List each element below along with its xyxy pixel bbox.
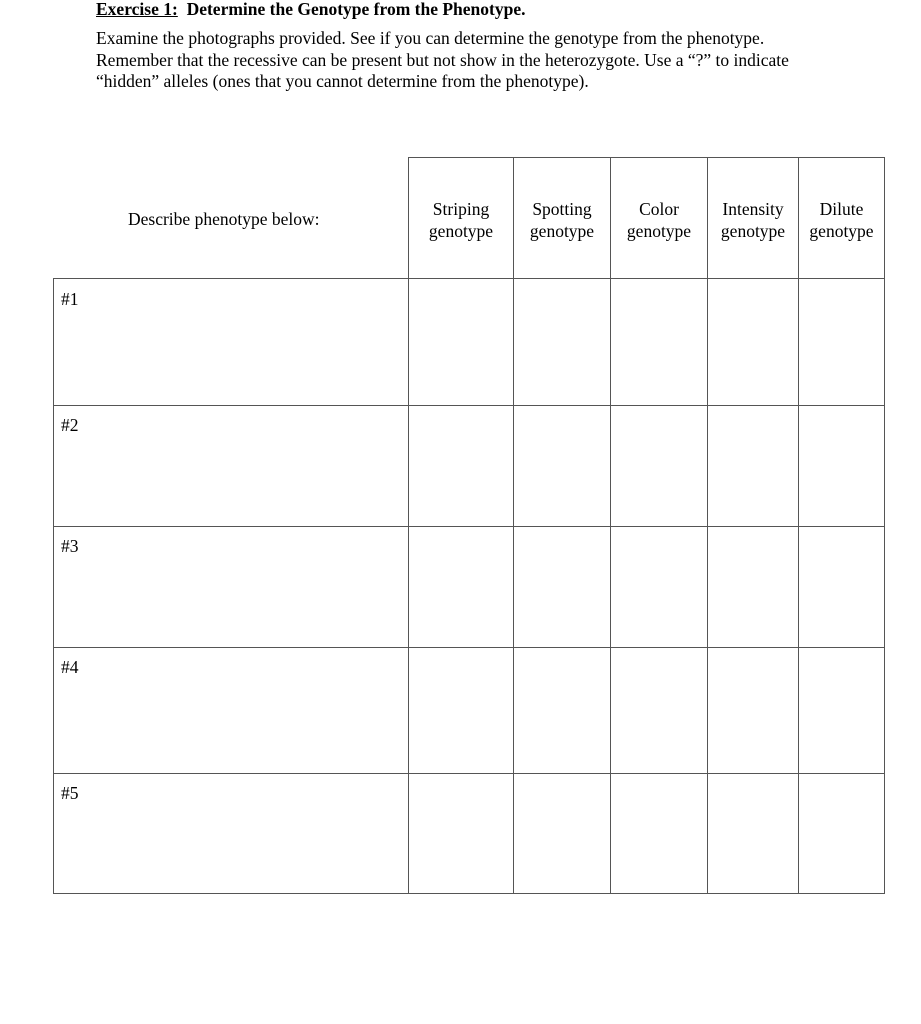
row-5-phenotype-cell[interactable] [54, 774, 408, 893]
describe-phenotype-header: Describe phenotype below: [128, 209, 320, 229]
table-top-border [408, 157, 885, 158]
row-label-5: #5 [61, 783, 79, 803]
exercise-title: Determine the Genotype from the Phenotype. [186, 0, 526, 19]
dilute-genotype-header [799, 198, 884, 242]
instructions-line-3: “hidden” alleles (ones that you cannot determine from the phenotype). [96, 71, 589, 91]
striping-header-line-1: Striping [432, 199, 490, 219]
spotting-header-line-1: Spotting [532, 199, 592, 219]
row-2-phenotype-cell[interactable] [54, 406, 408, 526]
table-bottom-border [53, 893, 885, 894]
exercise-label: Exercise 1: [96, 0, 178, 19]
spotting-genotype-header [514, 198, 610, 242]
striping-column-border [513, 157, 514, 894]
row-label-3: #3 [61, 536, 79, 556]
row-3-phenotype-cell[interactable] [54, 527, 408, 647]
intensity-header-line-2: genotype [720, 221, 786, 241]
striping-genotype-header [409, 198, 513, 242]
dilute-header-line-2: genotype [809, 221, 874, 241]
intensity-genotype-header [708, 198, 798, 242]
intensity-header-line-1: Intensity [722, 199, 784, 219]
row-label-1: #1 [61, 289, 79, 309]
intensity-column-border [798, 157, 799, 894]
exercise-heading [96, 0, 525, 20]
spotting-column-border [610, 157, 611, 894]
striping-header-line-2: genotype [428, 221, 494, 241]
color-column-border [707, 157, 708, 894]
row-label-4: #4 [61, 657, 79, 677]
describe-column-border [408, 157, 409, 894]
row-label-2: #2 [61, 415, 79, 435]
instructions-paragraph [96, 28, 896, 93]
dilute-header-line-1: Dilute [819, 199, 864, 219]
spotting-header-line-2: genotype [529, 221, 595, 241]
row-1-phenotype-cell[interactable] [54, 279, 408, 405]
color-header-line-1: Color [639, 199, 679, 219]
instructions-line-1: Examine the photographs provided. See if you can determine the genotype from the phenotype. [96, 28, 765, 48]
color-header-line-2: genotype [626, 221, 692, 241]
instructions-line-2: Remember that the recessive can be present but not show in the heterozygote. Use a “?” to indicate [96, 49, 789, 70]
table-right-border [884, 157, 885, 894]
color-genotype-header [611, 198, 707, 242]
row-4-phenotype-cell[interactable] [54, 648, 408, 773]
